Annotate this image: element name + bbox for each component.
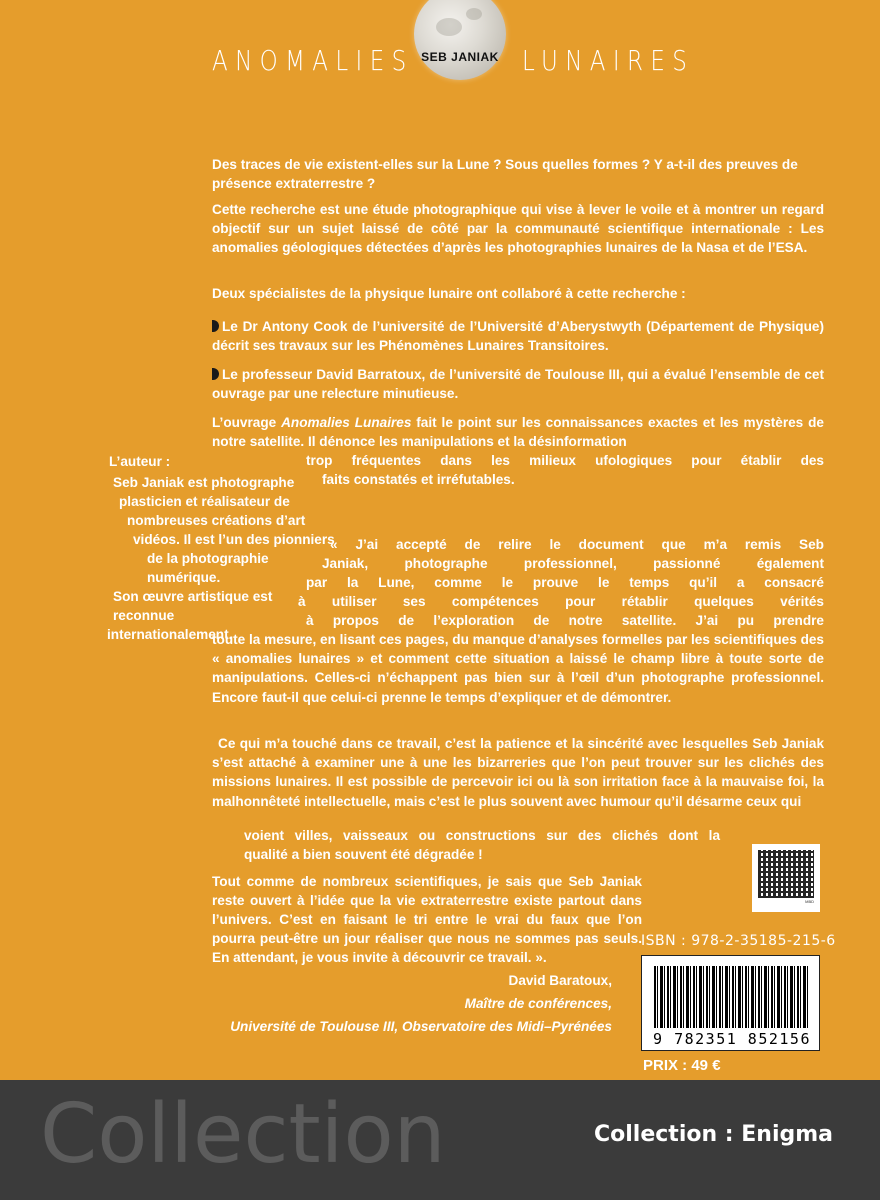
intro-line-c: trop fréquentes dans les milieux ufologiques pour établir des xyxy=(306,453,824,468)
book-text-b: fait le point sur les connaissances exactes et les mystères de notre satellite. Il dénonce les manipulations et la désinformation xyxy=(212,415,824,450)
bullet-barratoux-text: Le professeur David Barratoux, de l’université de Toulouse III, qui a évalué l’ensemble de cet ouvrage par une relecture minutieuse. xyxy=(212,367,824,402)
signature-role: Maître de conférences, xyxy=(464,996,612,1011)
author-name-badge: SEB JANIAK xyxy=(421,50,499,64)
bullet-cook-text: Le Dr Antony Cook de l’université de l’Université d’Aberystwyth (Département de Physique) décrit ses travaux sur les Phénomènes Lunaires Transitoires. xyxy=(212,319,824,354)
author-line: Son œuvre artistique est reconnue xyxy=(113,589,273,623)
book-title-italic: Anomalies Lunaires xyxy=(281,415,412,430)
quote-line: à propos de l’exploration de notre satellite. J’ai pu prendre xyxy=(306,613,824,628)
barcode-digits: 9 782351 852156 xyxy=(653,1030,811,1048)
author-heading: L’auteur : xyxy=(109,454,171,469)
price: PRIX : 49 € xyxy=(643,1057,721,1074)
bullet-barratoux xyxy=(212,365,824,403)
author-line: de la photographie numérique. xyxy=(147,551,269,585)
quote-line: En attendant, je vous invite à découvrir ce travail. ». xyxy=(212,950,547,965)
qr-code xyxy=(752,844,820,912)
quote-paragraph-1-rest: toute la mesure, en lisant ces pages, du manque d’analyses formelles par les scientifiques des « anomalies lunaires » et comment cette situation a laissé le champ libre à toute sorte de manipulations. Celles-ci n’échappent pas bien sur à l’œil d’un photographe professionnel. Encore faut-il que celui-ci prenne le temps d’expliquer et de démontrer. xyxy=(212,632,824,705)
qr-code-pattern xyxy=(758,850,814,898)
isbn: ISBN : 978-2-35185-215-6 xyxy=(641,933,836,949)
collection-watermark: Collection xyxy=(40,1087,446,1182)
intro-paragraph-research: Cette recherche est une étude photographique qui vise à lever le voile et à montrer un regard objectif sur un sujet laissé de côté par la communauté scientifique internationale : Les anomalies géologiques détectées d’après les photographies lunaires de la Nasa et de l’ESA. xyxy=(212,202,824,256)
quote-line: reste ouvert à l’idée que la vie extraterrestre existe partout dans xyxy=(212,893,642,908)
intro-line-d: faits constatés et irréfutables. xyxy=(322,472,515,487)
quote-line: par la Lune, comme le prouve le temps qu’il a consacré xyxy=(306,575,824,590)
half-moon-bullet-icon xyxy=(212,368,219,380)
quote-line: Janiak, photographe professionnel, passionné également xyxy=(322,556,824,571)
author-line: Seb Janiak est photographe xyxy=(113,475,295,490)
quote-paragraph-2: Ce qui m’a touché dans ce travail, c’est la patience et la sincérité avec lesquelles Seb Janiak s’est attaché à examiner une à une les bizarreries que l’on peut trouver sur les clichés des missions lunaires. Il est possible de percevoir ici ou là son irritation face à la mauvaise foi, la malhonnêteté intellectuelle, mais c’est le plus souvent avec humour qu’il désarme ceux qui xyxy=(212,736,824,809)
title-left: ANOMALIES xyxy=(212,44,414,77)
quote-line: pourra peut-être un jour réaliser que nous ne sommes pas seuls. xyxy=(212,931,642,946)
quote-line: l’univers. C’est en faisant le tri entre le vrai du faux que l’on xyxy=(212,912,642,927)
quote-line: qualité a bien souvent été dégradée ! xyxy=(244,847,483,862)
intro-paragraph-specialists: Deux spécialistes de la physique lunaire ont collaboré à cette recherche : xyxy=(212,286,686,301)
moon-icon xyxy=(414,0,506,80)
intro-paragraph-book xyxy=(212,413,824,451)
signature-affiliation: Université de Toulouse III, Observatoire des Midi–Pyrénées xyxy=(230,1019,612,1034)
title-right: LUNAIRES xyxy=(522,44,695,77)
half-moon-bullet-icon xyxy=(212,320,219,332)
author-line: vidéos. Il est l’un des pionniers xyxy=(133,532,335,547)
footer-band xyxy=(0,1080,880,1200)
author-line: nombreuses créations d’art xyxy=(127,513,306,528)
quote-line: à utiliser ses compétences pour rétablir quelques vérités xyxy=(298,594,824,609)
qr-label: MBD xyxy=(805,899,814,904)
bullet-cook xyxy=(212,317,824,355)
header xyxy=(0,0,880,110)
quote-line: Tout comme de nombreux scientifiques, je sais que Seb Janiak xyxy=(212,874,642,889)
author-line: internationalement. xyxy=(107,627,233,642)
collection-name: Collection : Enigma xyxy=(594,1122,834,1147)
book-text-a: L’ouvrage xyxy=(212,415,282,430)
quote-line: voient villes, vaisseaux ou constructions sur des clichés dont la xyxy=(244,828,720,843)
author-bio xyxy=(105,452,335,644)
quote-line: « J’ai accepté de relire le document que m’a remis Seb xyxy=(330,537,824,552)
signature-name: David Baratoux, xyxy=(508,973,612,988)
author-line: plasticien et réalisateur de xyxy=(119,494,290,509)
intro-question: Des traces de vie existent-elles sur la Lune ? Sous quelles formes ? Y a-t-il des preuves de présence extraterrestre ? xyxy=(212,157,798,192)
barcode-bars xyxy=(654,966,810,1028)
barcode xyxy=(641,955,820,1051)
signature xyxy=(212,969,612,1038)
